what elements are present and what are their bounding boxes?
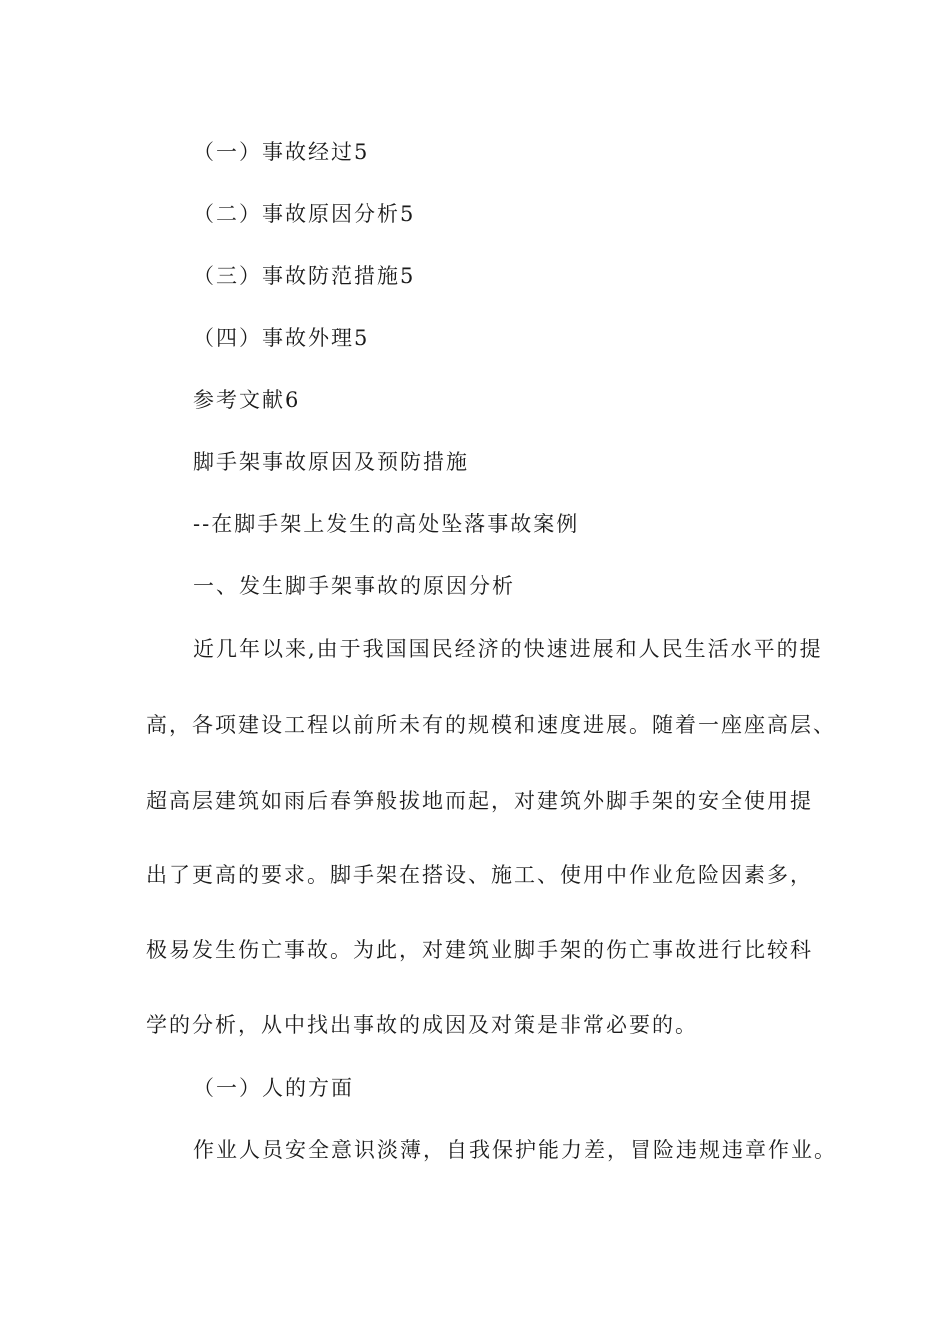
paragraph-line: 近几年以来,由于我国国民经济的快速进展和人民生活水平的提	[193, 637, 823, 661]
paragraph-line: 出了更高的要求。脚手架在搭设、施工、使用中作业危险因素多，	[146, 863, 813, 887]
subsection-heading: （一）人的方面	[193, 1076, 354, 1100]
paragraph-line: 超高层建筑如雨后春笋般拔地而起，对建筑外脚手架的安全使用提	[146, 789, 813, 813]
paragraph-line: 学的分析，从中找出事故的成因及对策是非常必要的。	[146, 1013, 698, 1037]
paragraph-line: 极易发生伤亡事故。为此，对建筑业脚手架的伤亡事故进行比较科	[146, 938, 813, 962]
article-subtitle: --在脚手架上发生的高处坠落事故案例	[193, 512, 580, 536]
paragraph-line: 作业人员安全意识淡薄，自我保护能力差，冒险违规违章作业。	[193, 1138, 837, 1162]
section-heading: 一、发生脚手架事故的原因分析	[193, 574, 515, 598]
toc-references: 参考文献6	[193, 388, 301, 412]
toc-item-3: （三）事故防范措施5	[193, 264, 416, 288]
toc-item-1: （一）事故经过5	[193, 140, 370, 164]
article-title: 脚手架事故原因及预防措施	[193, 450, 469, 474]
toc-item-4: （四）事故外理5	[193, 326, 370, 350]
paragraph-line: 高，各项建设工程以前所未有的规模和速度进展。随着一座座高层、	[146, 713, 836, 737]
toc-item-2: （二）事故原因分析5	[193, 202, 416, 226]
